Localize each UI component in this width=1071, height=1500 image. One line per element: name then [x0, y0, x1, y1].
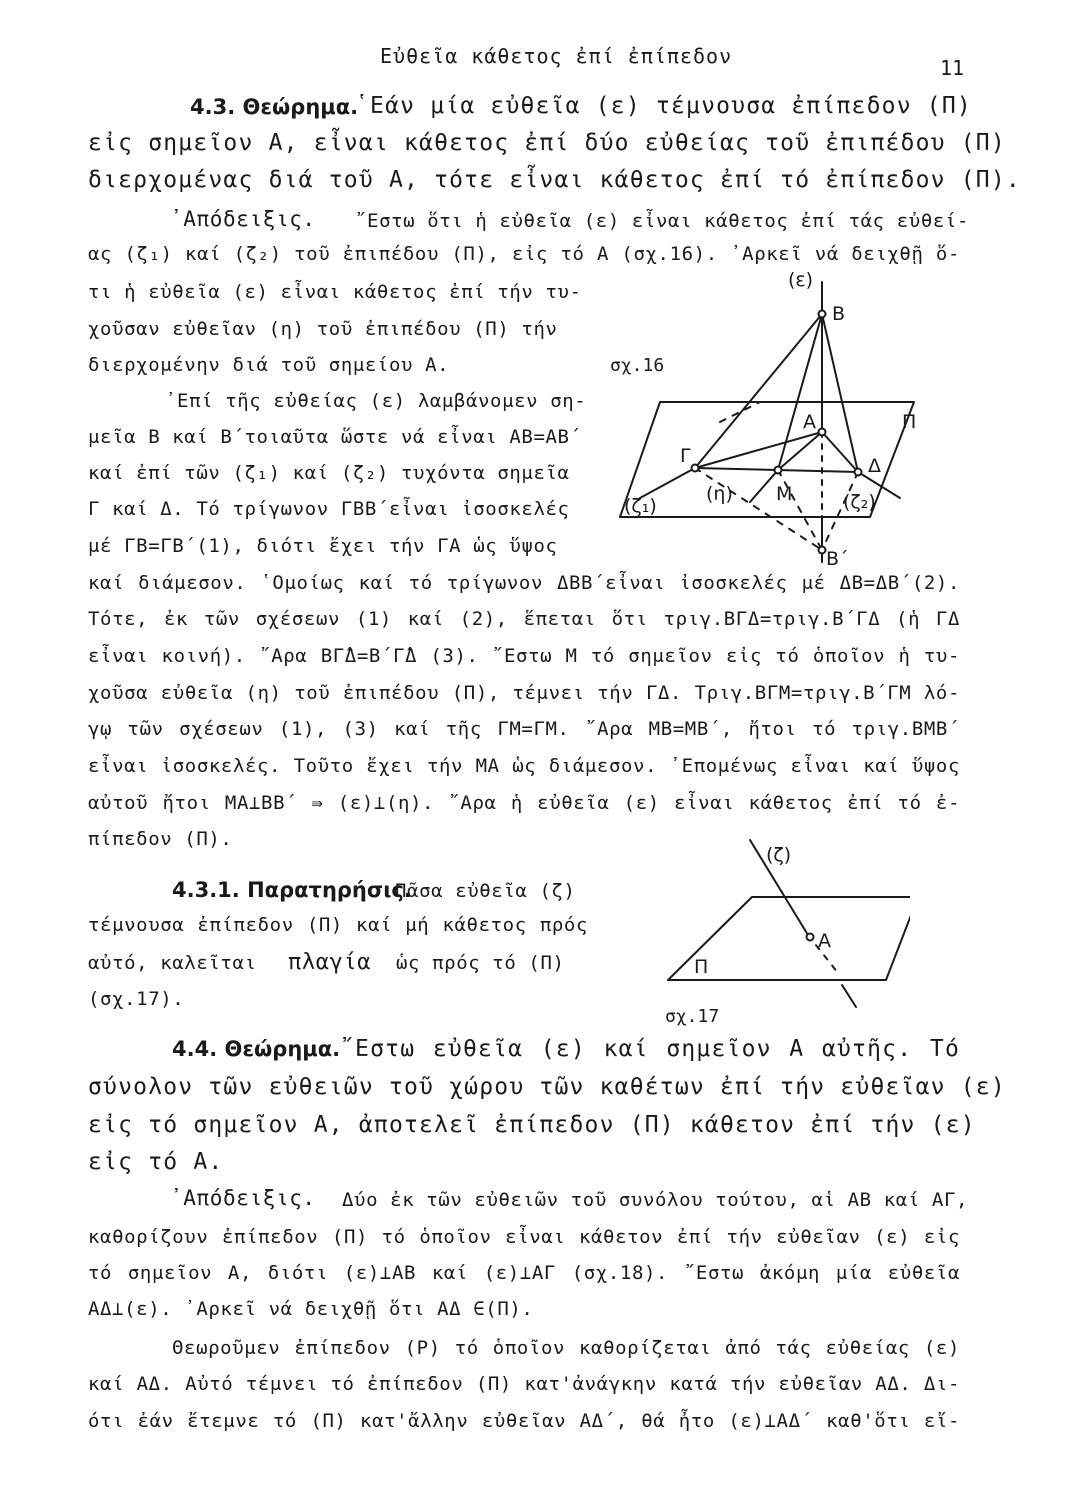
proof-line: εἶναι ἰσοσκελές. Τοῦτο ἔχει τήν ΜΑ ὡς διάμεσον. ᾿Επομένως εἶναι καί ὕψος [88, 755, 960, 777]
figure-17 [650, 835, 910, 1015]
proof-line: καθορίζουν ἐπίπεδον (Π) τό ὁποῖον εἶναι κάθετον ἐπί τήν εὐθεῖαν (ε) εἰς [88, 1226, 960, 1248]
figure-16 [600, 262, 930, 582]
page-number: 11 [940, 56, 965, 80]
proof-line: καί ΑΔ. Αὐτό τέμνει τό ἐπίπεδον (Π) κατ'ἀνάγκην κατά τήν εὐθεῖαν ΑΔ. Δι- [88, 1373, 960, 1395]
label-D: Δ [868, 455, 881, 477]
theorem-4-4-line: ῎Εστω εὐθεῖα (ε) καί σημεῖον Α αὐτῆς. Τό [340, 1036, 960, 1062]
proof-line: μέ ΓΒ=ΓΒ΄(1), διότι ἔχει τήν ΓΑ ὡς ὕψος [88, 535, 558, 557]
label-B: Β [832, 303, 846, 325]
figure-16-caption: σχ.16 [610, 355, 665, 376]
line-zeta1 [640, 468, 695, 498]
theorem-4-3-heading: 4.3. Θεώρημα. [190, 95, 359, 119]
running-header [0, 40, 1071, 80]
proof-line: τό σημεῖον Α, διότι (ε)⊥ΑΒ καί (ε)⊥ΑΓ (σχ.18). ῎Εστω ἀκόμη μία εὐθεῖα [88, 1262, 960, 1284]
hidden-MBp [778, 470, 822, 550]
proof-line: Γ καί Δ. Τό τρίγωνον ΓΒΒ΄εἶναι ἰσοσκελές [88, 498, 570, 520]
running-title: Εὐθεῖα κάθετος ἐπί ἐπίπεδον [380, 44, 733, 68]
theorem-4-4-line: εἰς τό σημεῖον Α, ἀποτελεῖ ἐπίπεδον (Π) κάθετον ἐπί τήν (ε) [88, 1112, 976, 1138]
theorem-4-4-line: εἰς τό Α. [88, 1149, 224, 1175]
label-zeta1: (ζ₁) [624, 495, 657, 517]
point-G [692, 465, 699, 472]
point-M [775, 467, 782, 474]
proof-line: διερχομένην διά τοῦ σημείου Α. [88, 354, 450, 376]
proof-line: ΑΔ⊥(ε). ᾿Αρκεῖ νά δειχθῇ ὅτι ΑΔ ∈(Π). [88, 1298, 534, 1320]
figure-17-caption: σχ.17 [665, 1006, 720, 1027]
segment-GA [695, 432, 822, 468]
label-zeta2: (ζ₂) [843, 491, 876, 513]
remark-line: (σχ.17). [88, 988, 185, 1010]
proof-line: καί ἐπί τῶν (ζ₁) καί (ζ₂) τυχόντα σημεῖα [88, 462, 570, 484]
hidden-GBp [695, 468, 822, 550]
theorem-4-3-line: εἰς σημεῖον Α, εἶναι κάθετος ἐπί δύο εὐθείας τοῦ ἐπιπέδου (Π) [88, 130, 1006, 156]
proof-line: Τότε, ἐκ τῶν σχέσεων (1) καί (2), ἕπεται ὅτι τριγ.ΒΓΔ=τριγ.Β΄ΓΔ (ἡ ΓΔ [88, 608, 960, 630]
remark-heading: 4.3.1. Παρατηρήσις. [172, 878, 412, 902]
label-P: Π [902, 411, 917, 433]
theorem-4-4-line: σύνολον τῶν εὐθειῶν τοῦ χώρου τῶν καθέτων ἐπί τήν εὐθεῖαν (ε) [88, 1074, 1006, 1100]
proof-line: Θεωροῦμεν ἐπίπεδον (Ρ) τό ὁποῖον καθορίζεται ἀπό τάς εὐθείας (ε) [172, 1337, 960, 1359]
line-eta [750, 470, 778, 502]
point-B [819, 311, 826, 318]
point-A [819, 429, 826, 436]
proof-line: τι ἡ εὐθεῖα (ε) εἶναι κάθετος ἐπί τήν τυ- [88, 281, 582, 303]
label-G: Γ [680, 445, 691, 467]
proof-line: αὐτοῦ ἤτοι ΜΑ⊥ΒΒ΄ ⇛ (ε)⊥(η). ῎Αρα ἡ εὐθεῖα (ε) εἶναι κάθετος ἐπί τό ἐ- [88, 792, 960, 814]
theorem-4-4-heading: 4.4. Θεώρημα. [172, 1037, 341, 1061]
proof-line: γῳ τῶν σχέσεων (1), (3) καί τῆς ΓΜ=ΓΜ. ῎Αρα ΜΒ=ΜΒ΄, ἤτοι τό τριγ.ΒΜΒ΄ [88, 718, 960, 740]
point-A [807, 934, 814, 941]
edge-BD [822, 314, 858, 472]
label-eta: (η) [706, 483, 733, 505]
edge-BG [695, 314, 822, 468]
proof-line: μεῖα Β καί Β΄τοιαῦτα ὥστε νά εἶναι ΑΒ=ΑΒ΄ [88, 426, 582, 448]
proof-line: ότι ἐάν ἔτεμνε τό (Π) κατ'ἄλλην εὐθεῖαν ΑΔ΄, θά ἦτο (ε)⊥ΑΔ΄ καθ'ὅτι εἴ- [88, 1410, 960, 1432]
remark-line: αὐτό, καλεῖται [88, 952, 257, 974]
proof-line: Δύο ἐκ τῶν εὐθειῶν τοῦ συνόλου τούτου, αἱ ΑΒ καί ΑΓ, [342, 1189, 969, 1211]
proof-line: χοῦσα εὐθεῖα (η) τοῦ ἐπιπέδου (Π), τέμνει τήν ΓΔ. Τριγ.ΒΓΜ=τριγ.Β΄ΓΜ λό- [88, 682, 960, 704]
label-A: Α [818, 930, 831, 952]
point-Bp [819, 547, 826, 554]
edge-BM [778, 314, 822, 470]
proof-label: ᾿Απόδειξις. [170, 1186, 316, 1210]
proof-line: χοῦσαν εὐθεῖαν (η) τοῦ ἐπιπέδου (Π) τήν [88, 318, 558, 340]
label-P: Π [694, 956, 709, 978]
theorem-4-3-line: διερχομένας διά τοῦ Α, τότε εἶναι κάθετος ἐπί τό ἐπίπεδον (Π). [88, 167, 1021, 193]
proof-line: ας (ζ₁) καί (ζ₂) τοῦ ἐπιπέδου (Π), εἰς τό Α (σχ.16). ᾿Αρκεῖ νά δειχθῇ ὅ- [88, 243, 960, 265]
label-A: Α [803, 411, 816, 433]
proof-label: ᾿Απόδειξις. [170, 207, 316, 231]
proof-line: ῎Εστω ὅτι ἡ εὐθεῖα (ε) εἶναι κάθετος ἐπί τάς εὐθεί- [355, 210, 969, 232]
proof-line: ᾿Επί τῆς εὐθείας (ε) λαμβάνομεν ση- [165, 390, 587, 412]
label-zeta: (ζ) [766, 844, 792, 866]
proof-line: καί διάμεσον. ῾Ομοίως καί τό τρίγωνον ΔΒΒ΄εἶναι ἰσοσκελές μέ ΔΒ=ΔΒ΄(2). [88, 572, 960, 594]
label-epsilon: (ε) [788, 269, 814, 291]
remark-line: τέμνουσα ἐπίπεδον (Π) καί μή κάθετος πρός [88, 914, 588, 936]
line-zeta-lower [842, 985, 856, 1007]
point-D [855, 469, 862, 476]
label-Bp: Β΄ [826, 548, 849, 570]
theorem-4-3-line: ῾Εάν μία εὐθεῖα (ε) τέμνουσα ἐπίπεδον (Π) [355, 93, 972, 119]
remark-line: Πᾶσα εὐθεῖα (ζ) [395, 880, 576, 902]
remark-line: ὡς πρός τό (Π) [396, 952, 565, 974]
proof-line: πίπεδον (Π). [88, 828, 233, 850]
remark-term: πλαγία [288, 950, 372, 975]
label-M: Μ [776, 483, 793, 505]
proof-line: εἶναι κοινή). ῎Αρα ΒΓ̂Δ=Β΄Γ̂Δ (3). ῎Εστω Μ τό σημεῖον εἰς τό ὁποῖον ἡ τυ- [88, 645, 960, 667]
